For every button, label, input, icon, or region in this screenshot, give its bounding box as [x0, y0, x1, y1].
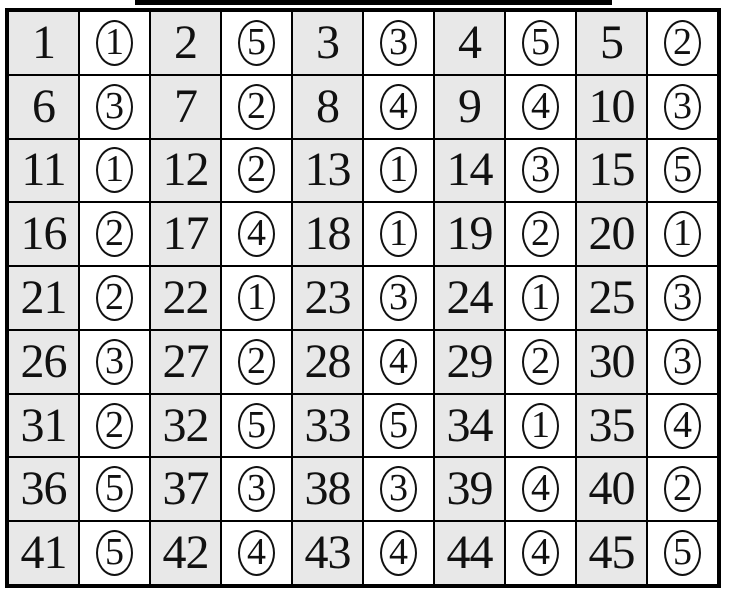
circled-answer-number: 1 [238, 275, 275, 321]
circled-answer-number: 1 [96, 20, 133, 66]
answer-cell [648, 76, 717, 138]
answer-cell [648, 331, 717, 393]
answer-cell [364, 203, 433, 265]
question-number-cell: 17 [151, 203, 220, 265]
question-number-cell: 43 [293, 522, 362, 584]
answer-cell [80, 12, 149, 74]
question-number-cell: 14 [435, 140, 504, 202]
question-number-cell: 28 [293, 331, 362, 393]
circled-answer-number: 3 [380, 20, 417, 66]
answer-cell [80, 522, 149, 584]
circled-answer-number: 1 [380, 211, 417, 257]
question-number-cell: 2 [151, 12, 220, 74]
circled-answer-number: 3 [522, 147, 559, 193]
question-number-cell: 25 [577, 267, 646, 329]
question-number-cell: 10 [577, 76, 646, 138]
answer-cell [506, 522, 575, 584]
question-number-cell: 5 [577, 12, 646, 74]
question-number-cell: 19 [435, 203, 504, 265]
question-number-cell: 30 [577, 331, 646, 393]
question-number-cell: 45 [577, 522, 646, 584]
answer-cell [364, 331, 433, 393]
question-number-cell: 18 [293, 203, 362, 265]
answer-cell [222, 522, 291, 584]
circled-answer-number: 4 [238, 530, 275, 576]
question-number-cell: 41 [9, 522, 78, 584]
answer-cell [364, 267, 433, 329]
circled-answer-number: 4 [522, 84, 559, 130]
question-number-cell: 39 [435, 458, 504, 520]
circled-answer-number: 1 [96, 147, 133, 193]
circled-answer-number: 5 [238, 20, 275, 66]
question-number-cell: 7 [151, 76, 220, 138]
answer-cell [80, 76, 149, 138]
question-number-cell: 8 [293, 76, 362, 138]
circled-answer-number: 5 [380, 403, 417, 449]
answer-cell [648, 267, 717, 329]
circled-answer-number: 2 [96, 275, 133, 321]
answer-cell [222, 203, 291, 265]
answer-cell [364, 12, 433, 74]
answer-cell [506, 267, 575, 329]
question-number-cell: 4 [435, 12, 504, 74]
answer-cell [222, 458, 291, 520]
answer-cell [648, 203, 717, 265]
answer-cell [80, 458, 149, 520]
question-number-cell: 27 [151, 331, 220, 393]
circled-answer-number: 1 [664, 211, 701, 257]
question-number-cell: 31 [9, 395, 78, 457]
circled-answer-number: 3 [664, 84, 701, 130]
question-number-cell: 38 [293, 458, 362, 520]
circled-answer-number: 3 [96, 339, 133, 385]
question-number-cell: 21 [9, 267, 78, 329]
circled-answer-number: 2 [238, 147, 275, 193]
circled-answer-number: 5 [522, 20, 559, 66]
question-number-cell: 16 [9, 203, 78, 265]
circled-answer-number: 3 [380, 275, 417, 321]
question-number-cell: 35 [577, 395, 646, 457]
question-number-cell: 26 [9, 331, 78, 393]
question-number-cell: 3 [293, 12, 362, 74]
answer-cell [80, 203, 149, 265]
answer-cell [80, 331, 149, 393]
question-number-cell: 34 [435, 395, 504, 457]
circled-answer-number: 2 [238, 84, 275, 130]
question-number-cell: 6 [9, 76, 78, 138]
circled-answer-number: 2 [96, 211, 133, 257]
answer-cell [222, 331, 291, 393]
question-number-cell: 12 [151, 140, 220, 202]
circled-answer-number: 4 [380, 530, 417, 576]
answer-cell [222, 267, 291, 329]
circled-answer-number: 4 [664, 403, 701, 449]
answer-cell [80, 140, 149, 202]
answer-cell [222, 395, 291, 457]
circled-answer-number: 2 [238, 339, 275, 385]
question-number-cell: 15 [577, 140, 646, 202]
question-number-cell: 23 [293, 267, 362, 329]
question-number-cell: 11 [9, 140, 78, 202]
answer-cell [364, 458, 433, 520]
circled-answer-number: 4 [522, 466, 559, 512]
circled-answer-number: 4 [522, 530, 559, 576]
question-number-cell: 36 [9, 458, 78, 520]
question-number-cell: 33 [293, 395, 362, 457]
circled-answer-number: 5 [96, 530, 133, 576]
circled-answer-number: 4 [380, 339, 417, 385]
question-number-cell: 1 [9, 12, 78, 74]
question-number-cell: 29 [435, 331, 504, 393]
answer-cell [364, 395, 433, 457]
answer-cell [222, 12, 291, 74]
answer-cell [648, 395, 717, 457]
heading-underline [135, 0, 612, 5]
circled-answer-number: 5 [96, 466, 133, 512]
answer-cell [80, 395, 149, 457]
answer-cell [80, 267, 149, 329]
question-number-cell: 40 [577, 458, 646, 520]
circled-answer-number: 4 [380, 84, 417, 130]
question-number-cell: 20 [577, 203, 646, 265]
circled-answer-number: 5 [664, 147, 701, 193]
answer-cell [648, 12, 717, 74]
circled-answer-number: 5 [664, 530, 701, 576]
question-number-cell: 32 [151, 395, 220, 457]
circled-answer-number: 3 [664, 339, 701, 385]
circled-answer-number: 2 [664, 466, 701, 512]
question-number-cell: 24 [435, 267, 504, 329]
answer-cell [222, 76, 291, 138]
answer-cell [506, 140, 575, 202]
answer-cell [364, 522, 433, 584]
circled-answer-number: 2 [522, 211, 559, 257]
circled-answer-number: 2 [664, 20, 701, 66]
circled-answer-number: 2 [96, 403, 133, 449]
answer-cell [222, 140, 291, 202]
circled-answer-number: 5 [238, 403, 275, 449]
answer-cell [506, 76, 575, 138]
answer-cell [364, 140, 433, 202]
circled-answer-number: 3 [96, 84, 133, 130]
answer-cell [506, 331, 575, 393]
circled-answer-number: 3 [238, 466, 275, 512]
answer-cell [506, 12, 575, 74]
question-number-cell: 9 [435, 76, 504, 138]
circled-answer-number: 3 [380, 466, 417, 512]
answer-cell [648, 458, 717, 520]
circled-answer-number: 4 [238, 211, 275, 257]
question-number-cell: 44 [435, 522, 504, 584]
answer-cell [364, 76, 433, 138]
question-number-cell: 42 [151, 522, 220, 584]
answer-cell [506, 395, 575, 457]
circled-answer-number: 3 [664, 275, 701, 321]
answer-cell [506, 458, 575, 520]
answer-table [5, 8, 721, 588]
circled-answer-number: 1 [522, 403, 559, 449]
question-number-cell: 13 [293, 140, 362, 202]
answer-cell [648, 140, 717, 202]
answer-cell [506, 203, 575, 265]
circled-answer-number: 1 [380, 147, 417, 193]
circled-answer-number: 1 [522, 275, 559, 321]
question-number-cell: 22 [151, 267, 220, 329]
answer-cell [648, 522, 717, 584]
question-number-cell: 37 [151, 458, 220, 520]
circled-answer-number: 2 [522, 339, 559, 385]
